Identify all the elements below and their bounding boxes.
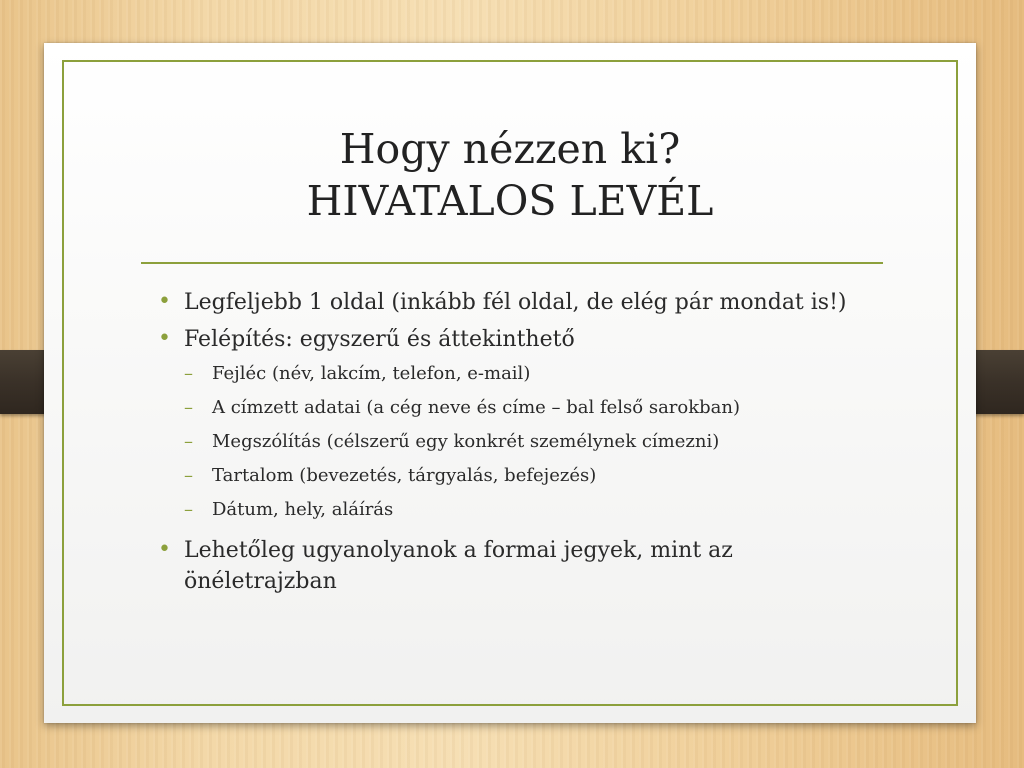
dash-icon: –	[184, 397, 193, 418]
sub-item	[158, 425, 858, 459]
sub-item	[158, 493, 858, 527]
dash-icon: –	[184, 499, 193, 520]
slide-card	[44, 43, 976, 723]
sub-item	[158, 391, 858, 425]
bullet-icon: •	[158, 537, 171, 562]
title-divider	[141, 262, 883, 264]
bullet-item	[158, 324, 858, 355]
slide-content	[158, 287, 858, 603]
slide-title-line-2: HIVATALOS LEVÉL	[306, 177, 714, 225]
sub-item-text: A címzett adatai (a cég neve és címe – bal felső sarokban)	[212, 397, 741, 418]
bullet-text: Lehetőleg ugyanolyanok a formai jegyek, mint az önéletrajzban	[184, 538, 733, 594]
sub-item-text: Fejléc (név, lakcím, telefon, e-mail)	[212, 363, 531, 384]
sub-item-text: Dátum, hely, aláírás	[212, 499, 394, 520]
dash-icon: –	[184, 465, 193, 486]
sub-list	[158, 357, 858, 527]
slide-title-line-1: Hogy nézzen ki?	[339, 125, 681, 173]
dash-icon: –	[184, 363, 193, 384]
sub-item	[158, 357, 858, 391]
sub-item	[158, 459, 858, 493]
sub-item-text: Megszólítás (célszerű egy konkrét személynek címezni)	[212, 431, 720, 452]
bullet-text: Felépítés: egyszerű és áttekinthető	[184, 327, 575, 352]
bullet-text: Legfeljebb 1 oldal (inkább fél oldal, de elég pár mondat is!)	[184, 290, 847, 315]
slide-title	[44, 123, 976, 227]
sub-item-text: Tartalom (bevezetés, tárgyalás, befejezés)	[212, 465, 597, 486]
bullet-item	[158, 535, 858, 597]
bullet-icon: •	[158, 289, 171, 314]
bullet-item	[158, 287, 858, 318]
dash-icon: –	[184, 431, 193, 452]
bullet-icon: •	[158, 326, 171, 351]
